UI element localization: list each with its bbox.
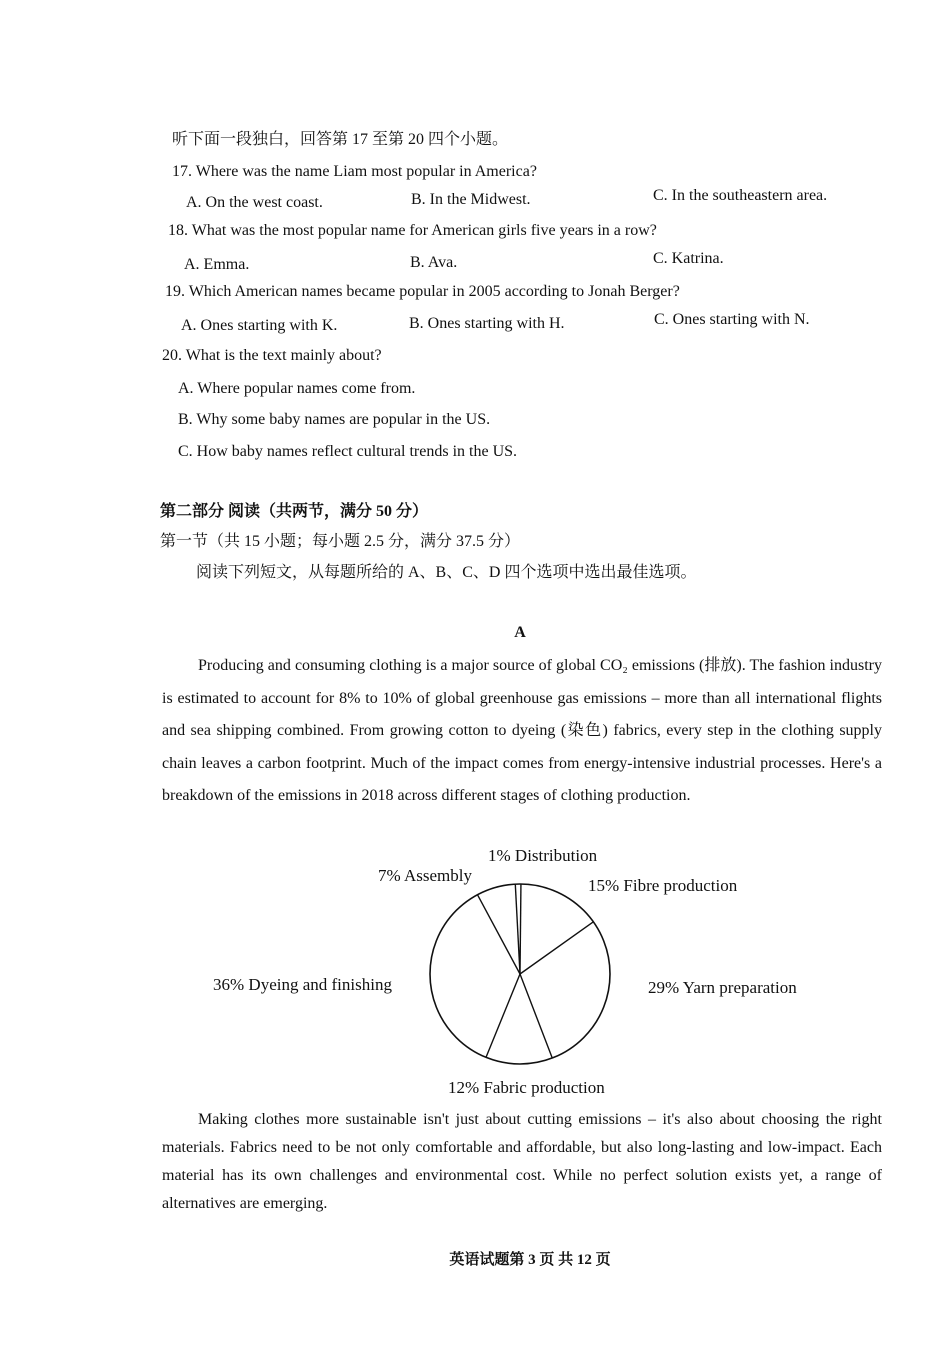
question-20-option-b: B. Why some baby names are popular in the US. <box>178 411 491 428</box>
passage-label: A <box>514 624 526 641</box>
passage-paragraph-2-text: Making clothes more sustainable isn't just about cutting emissions – it's also about choosing the right materials. Fabrics need to be not only comfortable and affordable, but also long-lasting and low-impact. Each material has its own challenges and environmental cost. While no perfect solution exists yet, a range of alternatives are emerging. <box>162 1111 882 1212</box>
page-footer: 英语试题第 3 页 共 12 页 <box>449 1252 611 1268</box>
pie-label-dyeing-finishing: 36% Dyeing and finishing <box>213 975 392 994</box>
passage-paragraph-1 <box>162 650 882 813</box>
passage-paragraph-1-text: Producing and consuming clothing is a major source of global CO₂ emissions (排放). The fashion industry is estimated to account for 8% to 10% of global greenhouse gas emissions – more than all international flights and sea shipping combined. From growing cotton to dyeing (染色) fabrics, every step in the clothing supply chain leaves a carbon footprint. Much of the impact comes from energy-intensive industrial processes. Here's a breakdown of the emissions in 2018 across different stages of clothing production. <box>162 657 882 804</box>
question-17-option-c: C. In the southeastern area. <box>653 187 828 204</box>
question-19-stem: 19. Which American names became popular in 2005 according to Jonah Berger? <box>165 283 680 300</box>
question-18-option-c: C. Katrina. <box>653 250 724 267</box>
reading-part-title: 第二部分 阅读（共两节，满分 50 分） <box>160 503 429 520</box>
question-17-option-b: B. In the Midwest. <box>411 191 531 208</box>
pie-label-assembly: 7% Assembly <box>378 866 472 885</box>
passage-paragraph-2 <box>162 1106 882 1218</box>
pie-label-fabric-production: 12% Fabric production <box>448 1078 605 1097</box>
listening-intro: 听下面一段独白，回答第 17 至第 20 四个小题。 <box>172 131 509 148</box>
pie-label-distribution: 1% Distribution <box>488 846 598 865</box>
question-19-option-b: B. Ones starting with H. <box>409 315 565 332</box>
question-20-option-a: A. Where popular names come from. <box>178 380 416 397</box>
question-20-stem: 20. What is the text mainly about? <box>162 347 382 364</box>
question-18-option-b: B. Ava. <box>410 254 458 271</box>
question-19-option-a: A. Ones starting with K. <box>181 317 338 334</box>
reading-instruction: 阅读下列短文，从每题所给的 A、B、C、D 四个选项中选出最佳选项。 <box>196 564 697 581</box>
pie-slice-boundary-fibre-production <box>520 884 521 974</box>
emissions-pie-chart <box>425 874 625 1074</box>
question-18-stem: 18. What was the most popular name for American girls five years in a row? <box>168 222 657 239</box>
question-17-option-a: A. On the west coast. <box>186 194 323 211</box>
pie-label-yarn-preparation: 29% Yarn preparation <box>648 978 797 997</box>
question-17-stem: 17. Where was the name Liam most popular in America? <box>172 163 537 180</box>
question-18-option-a: A. Emma. <box>184 256 250 273</box>
question-19-option-c: C. Ones starting with N. <box>654 311 810 328</box>
question-20-option-c: C. How baby names reflect cultural trends in the US. <box>178 443 518 460</box>
pie-label-fibre-production: 15% Fibre production <box>588 876 738 895</box>
reading-section-title: 第一节（共 15 小题；每小题 2.5 分，满分 37.5 分） <box>160 533 521 550</box>
